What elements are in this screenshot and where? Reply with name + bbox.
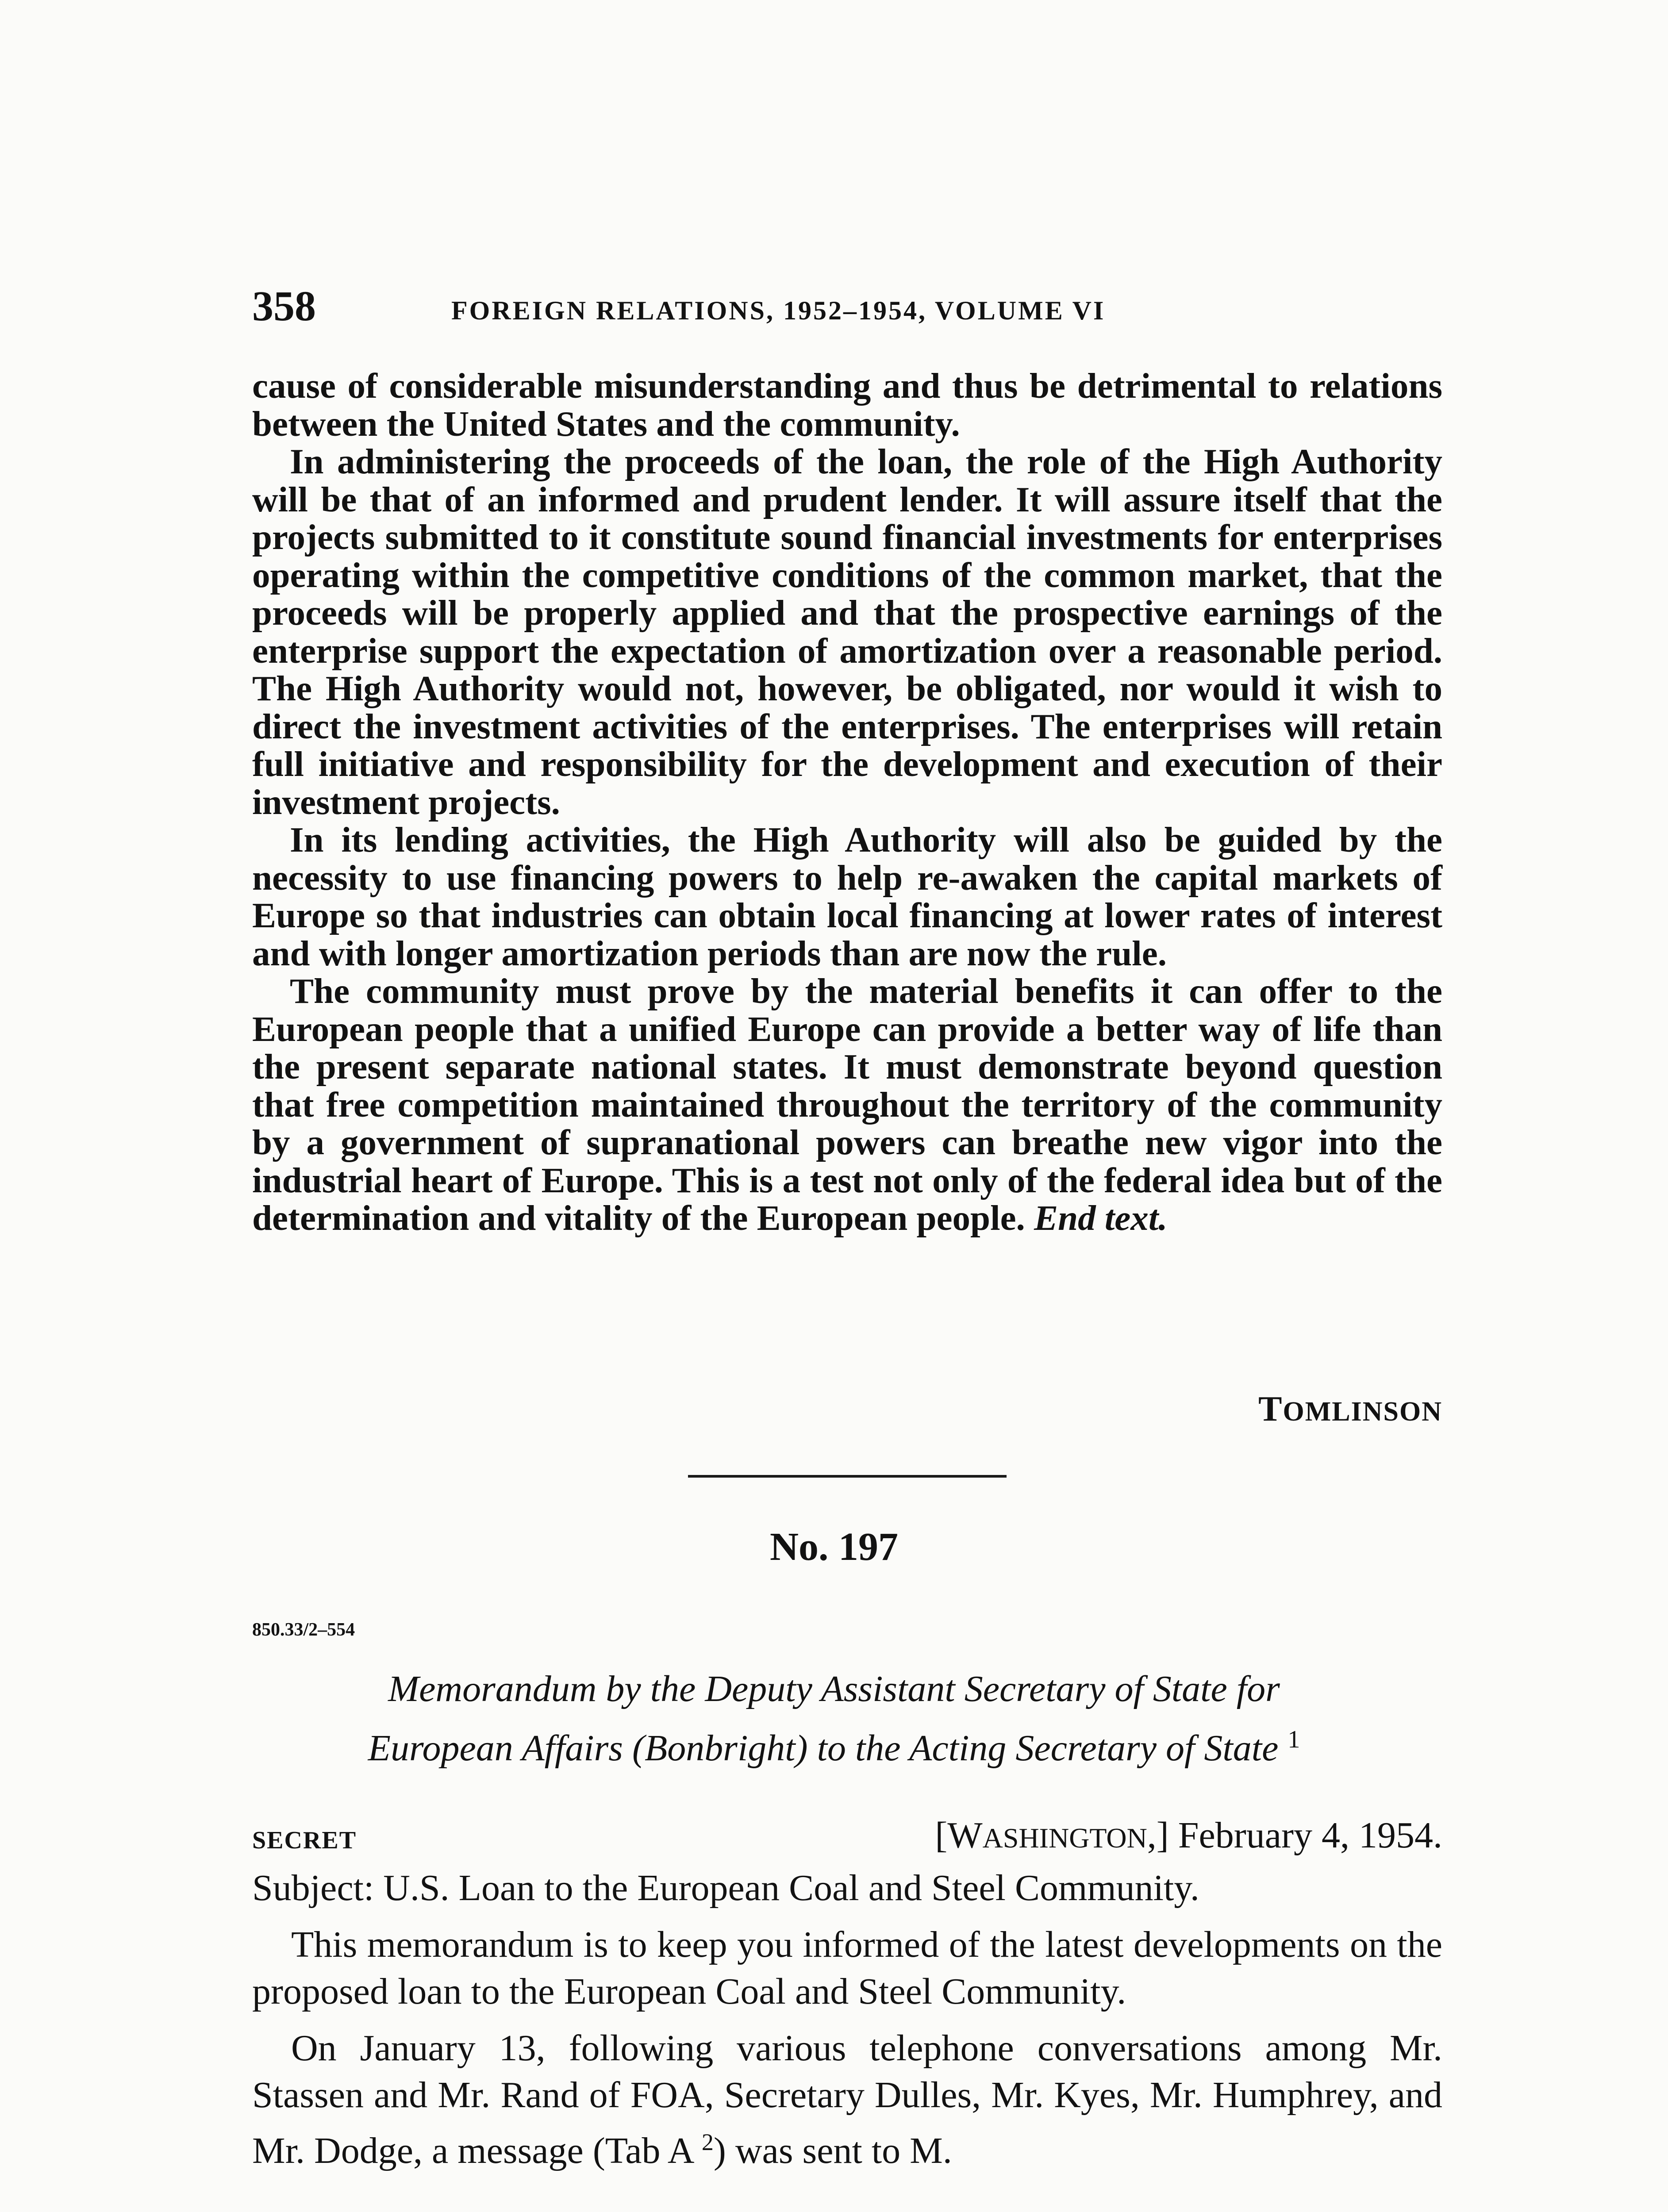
memo-title-line: Memorandum by the Deputy Assistant Secretary of State for xyxy=(388,1668,1280,1709)
continued-telegram-text xyxy=(252,367,1442,1237)
paragraph: cause of considerable misunderstanding and thus be detrimental to relations between the United States and the community. xyxy=(252,366,1442,444)
file-reference: 850.33/2–554 xyxy=(252,1620,355,1640)
signature-name: TOMLINSON xyxy=(1258,1390,1442,1429)
document-number: No. 197 xyxy=(770,1525,898,1569)
page-number: 358 xyxy=(252,282,316,330)
page-header xyxy=(252,280,1447,333)
end-text-marker: End text. xyxy=(1034,1198,1168,1238)
paragraph: On January 13, following various telephone conversations among Mr. Stassen and Mr. Rand of FOA, Secretary Dulles, Mr. Kyes, Mr. Humphrey, and Mr. Dodge, a message (Tab A $^2$) was sent to M. xyxy=(252,2028,1442,2171)
paragraph-text: The community must prove by the material benefits it can offer to the European people that a unified Europe can provide a better way of life than the present separate national states. It must demonstrate beyond question that free competition maintained throughout the territory of the community by a government of supranational powers can breathe new vigor into the industrial heart of Europe. This is a test not only of the federal idea but of the determination and vitality of the European people. xyxy=(252,971,1442,1238)
classification-label: SECRET xyxy=(252,1827,357,1854)
footnote-ref: 1 xyxy=(1288,1726,1300,1753)
paragraph xyxy=(252,972,1442,1237)
footnote-ref: 2 xyxy=(701,2129,714,2155)
memo-title-line: European Affairs (Bonbright) to the Acting Secretary of State $^1$ xyxy=(368,1726,1300,1769)
paragraph: In administering the proceeds of the loan, the role of the High Authority will be that of an informed and prudent lender. It will assure itself that the projects submitted to it constitute sound financial investments for enterprises operating within the competitive conditions of the common market, that the proceeds will be properly applied and that the prospective earnings of the enterprise support the expectation of amortization over a reasonable period. The High Authority would not, however, be obligated, nor would it wish to direct the investment activities of the enterprises. The enterprises will retain full initiative and responsibility for the development and execution of their investment projects. xyxy=(252,442,1442,822)
paragraph: This memorandum is to keep you informed of the latest developments on the proposed loan to the European Coal and Steel Community. xyxy=(252,1924,1442,2012)
memo-title xyxy=(0,1663,1668,1774)
memo-subject: Subject: U.S. Loan to the European Coal and Steel Community. xyxy=(252,1867,1199,1909)
paragraph: In its lending activities, the High Authority will also be guided by the necessity to use financing powers to help re-awaken the capital markets of Europe so that industries can obtain local financing at lower rates of interest and with longer amortization periods than are now the rule. xyxy=(252,820,1442,973)
dateline: [WASHINGTON,] February 4, 1954. xyxy=(935,1815,1442,1856)
section-divider xyxy=(688,1475,1007,1478)
running-head: FOREIGN RELATIONS, 1952–1954, VOLUME VI xyxy=(451,296,1106,325)
memo-body xyxy=(252,1865,1442,2184)
